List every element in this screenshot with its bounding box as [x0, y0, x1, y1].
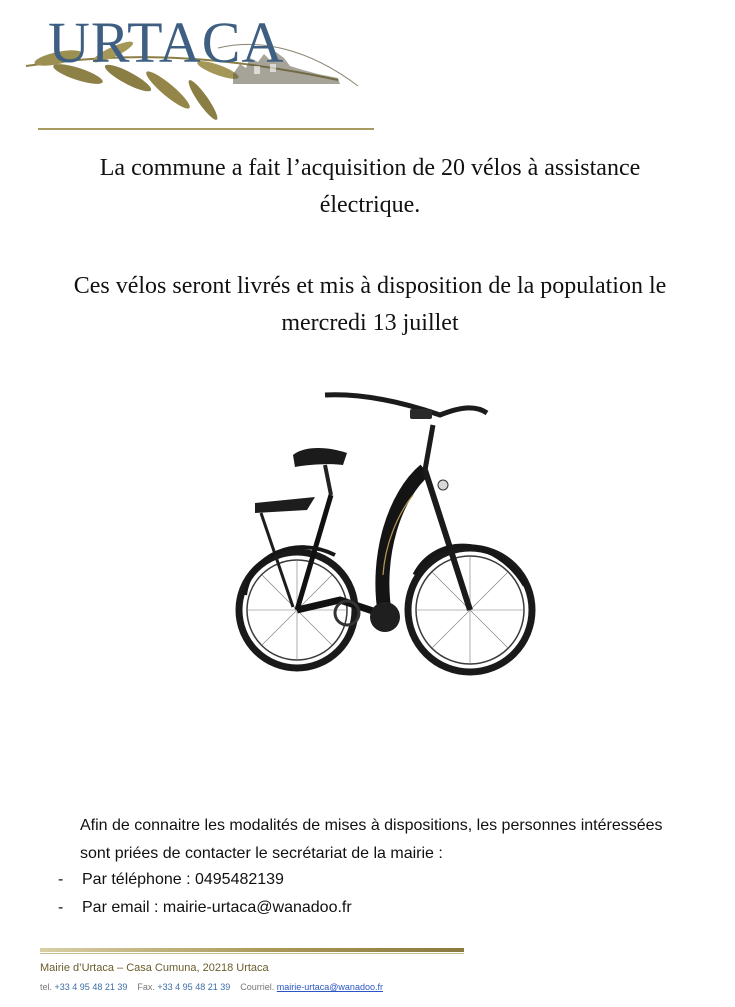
contact-phone: Par téléphone : 0495482139	[82, 871, 284, 888]
urtaca-logo	[18, 8, 363, 130]
footer-tel-label: tel.	[40, 982, 53, 992]
footer-address: Mairie d’Urtaca – Casa Cumuna, 20218 Urtaca	[40, 962, 269, 974]
footer-contacts	[40, 982, 383, 992]
list-dash: -	[58, 871, 64, 888]
list-item	[58, 866, 352, 894]
footer-email-link[interactable]: mairie-urtaca@wanadoo.fr	[276, 982, 383, 992]
headline-delivery: Ces vélos seront livrés et mis à disposition de la population le mercredi 13 juillet	[73, 273, 667, 336]
footer-divider-thin	[40, 953, 464, 954]
footer-divider	[40, 948, 464, 952]
intro-paragraph: Afin de connaitre les modalités de mises à dispositions, les personnes intéressées sont priées de contacter le secrétariat de la mairie :	[80, 817, 663, 862]
footer-mail-label: Courriel.	[240, 982, 275, 992]
logo-wordmark: URTACA	[48, 10, 285, 75]
footer-fax-label: Fax.	[137, 982, 155, 992]
headline-acquisition: La commune a fait l’acquisition de 20 vélos à assistance électrique.	[99, 155, 641, 218]
footer-fax-number: +33 4 95 48 21 39	[157, 982, 231, 992]
footer-tel-link[interactable]: +33 4 95 48 21 39	[54, 982, 128, 992]
list-dash: -	[58, 899, 64, 916]
logo-underline	[38, 128, 374, 130]
list-item	[58, 894, 352, 922]
contact-list	[58, 866, 352, 922]
electric-bike-image	[235, 385, 540, 720]
contact-email: Par email : mairie-urtaca@wanadoo.fr	[82, 899, 352, 916]
